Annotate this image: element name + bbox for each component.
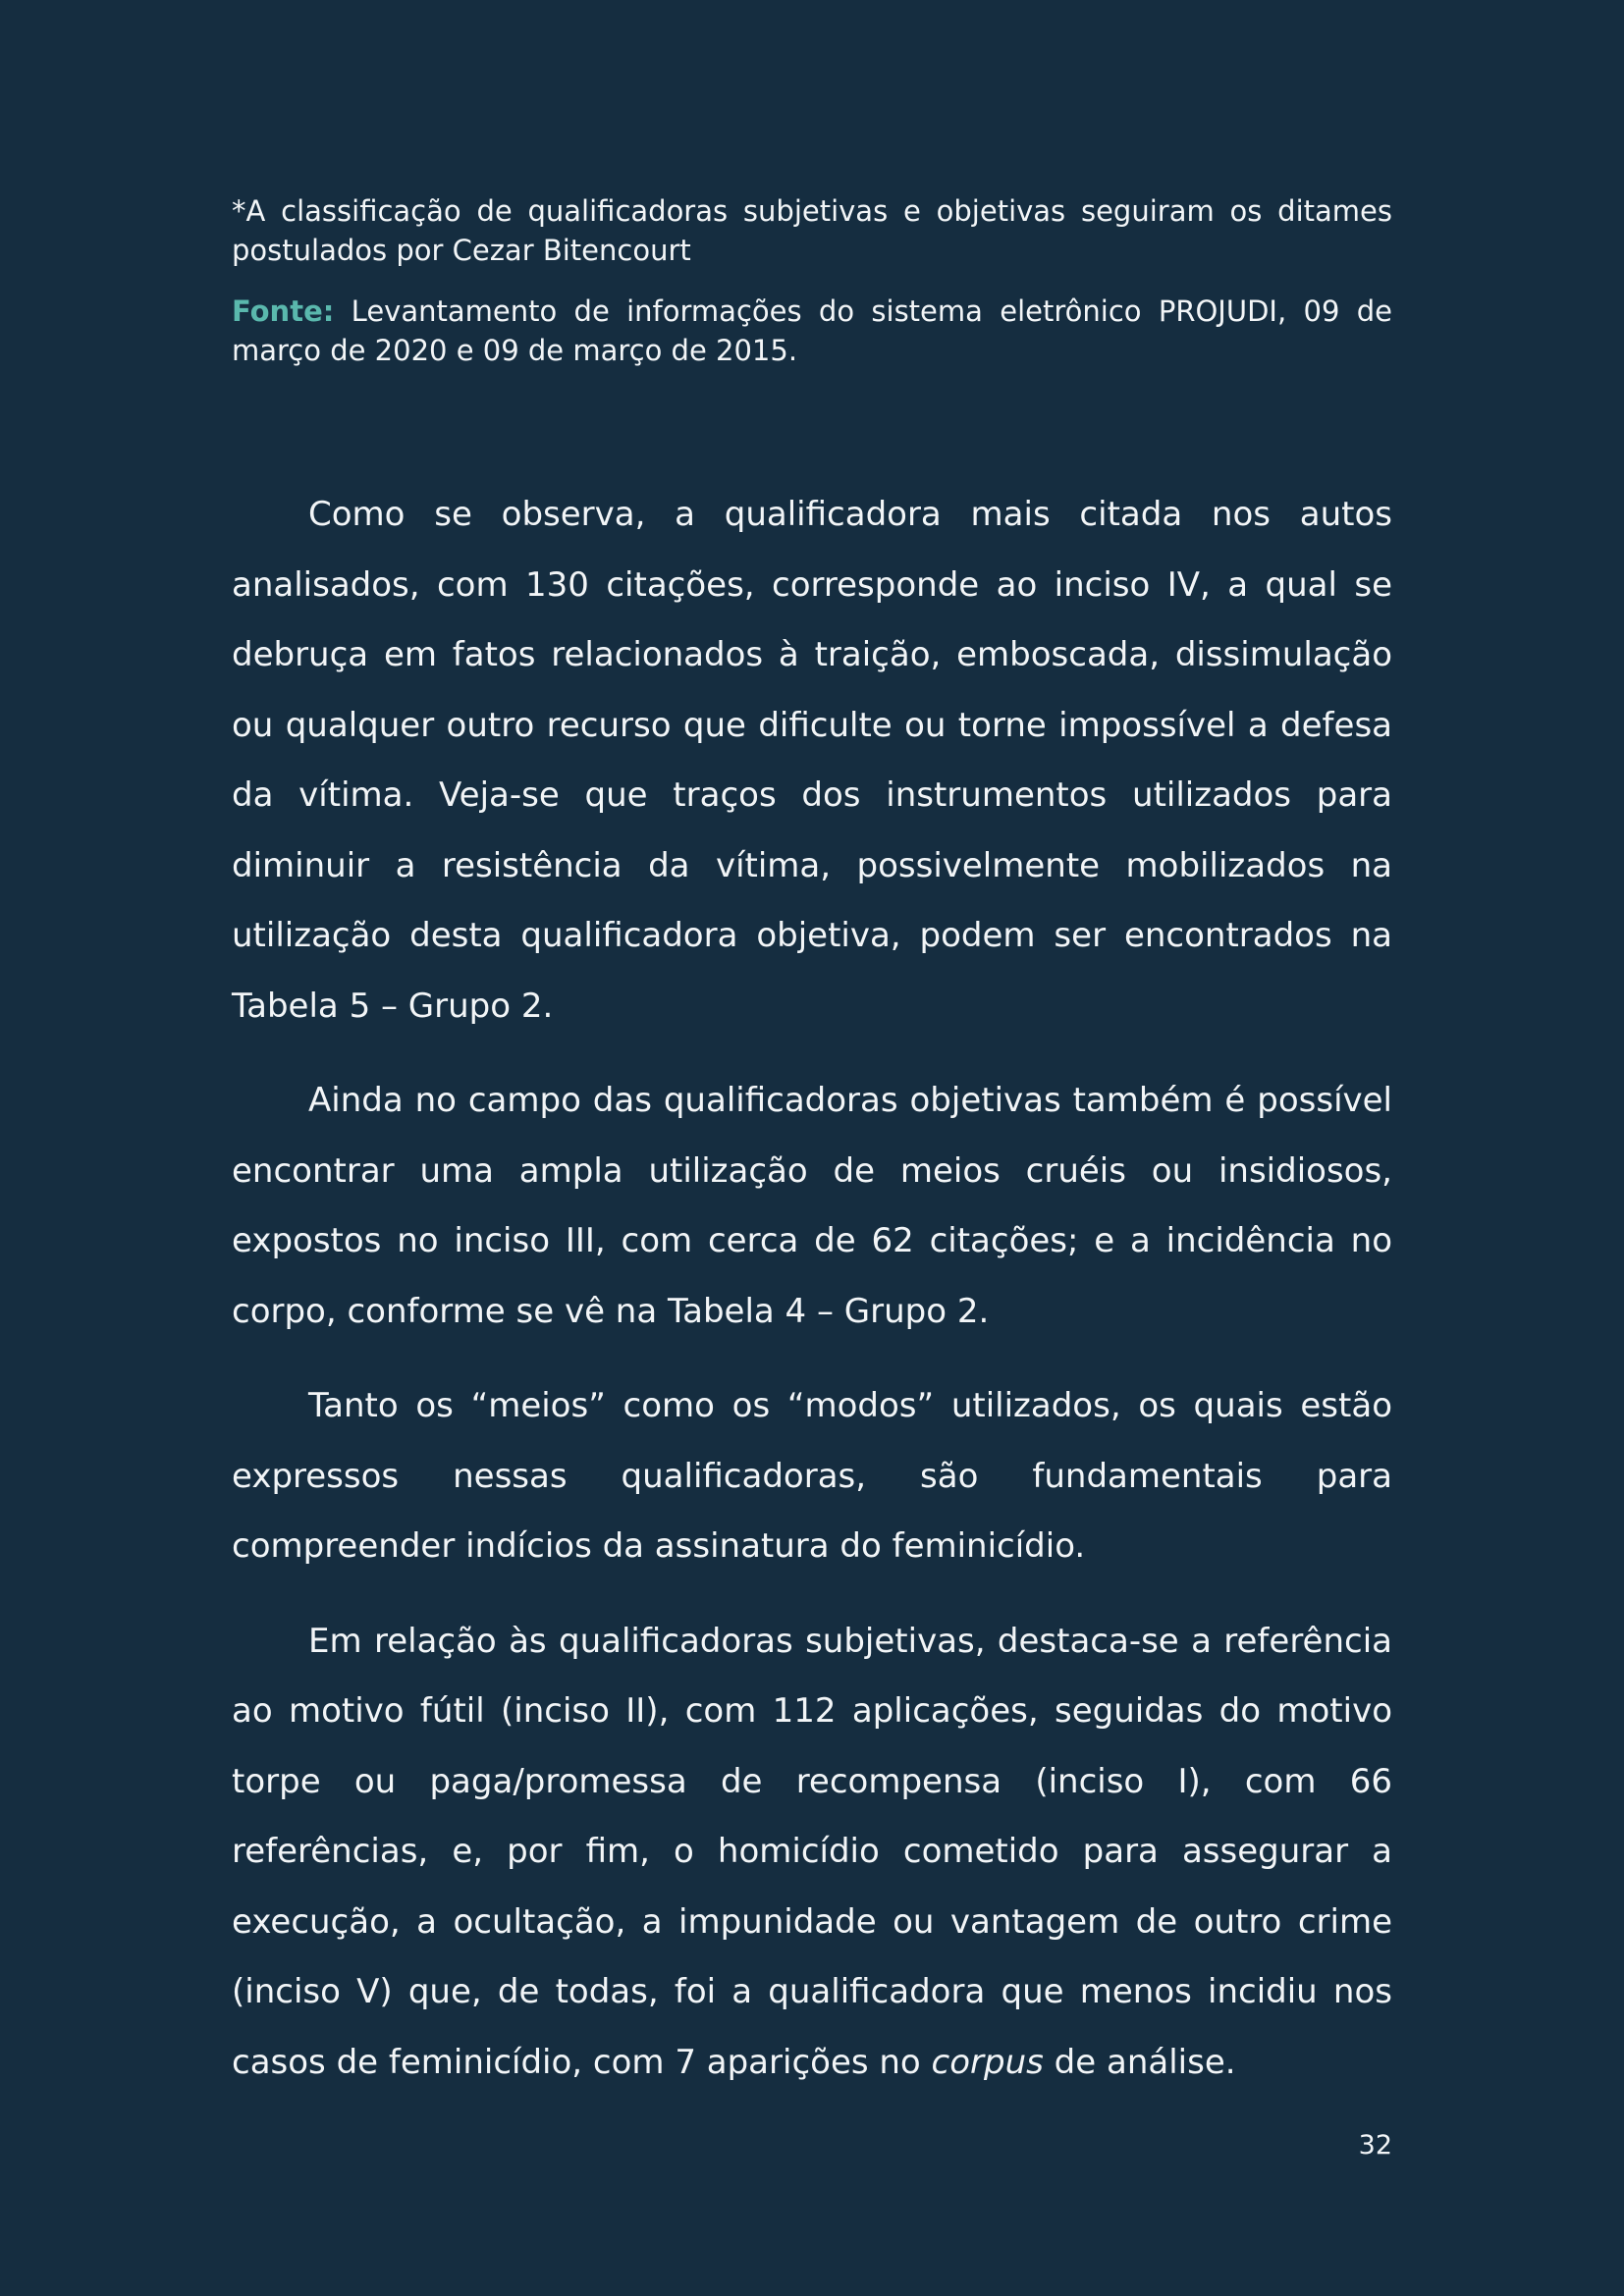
paragraph-4	[232, 1607, 1392, 2099]
paragraph-4-text-before: Em relação às qualificadoras subjetivas, destaca-se a referência ao motivo fútil (inciso II), com 112 aplicações, seguidas do motivo torpe ou paga/promessa de recompensa (inciso I), com 66 referências, e, por fim, o homicídio cometido para assegurar a execução, a ocultação, a impunidade ou vantagem de outro crime (inciso V) que, de todas, foi a qualificadora que menos incidiu nos casos de feminicídio, com 7 aparições no	[232, 1621, 1392, 2082]
paragraph-3: Tanto os “meios” como os “modos” utilizados, os quais estão expressos nessas qualificadoras, são fundamentais para compreender indícios da assinatura do feminicídio.	[232, 1386, 1392, 1566]
page-content	[232, 191, 1392, 2122]
source-text: Levantamento de informações do sistema eletrônico PROJUDI, 09 de março de 2020 e 09 de março de 2015.	[232, 294, 1392, 367]
source-note	[232, 292, 1392, 370]
paragraph-4-italic-word: corpus	[931, 2042, 1044, 2082]
paragraph-4-text-after: de análise.	[1043, 2042, 1236, 2082]
source-label: Fonte:	[232, 294, 335, 328]
page-number: 32	[1358, 2130, 1392, 2161]
body-text	[232, 480, 1392, 2098]
paragraph-2: Ainda no campo das qualificadoras objetivas também é possível encontrar uma ampla utilização de meios cruéis ou insidiosos, expostos no inciso III, com cerca de 62 citações; e a incidência no corpo, conforme se vê na Tabela 4 – Grupo 2.	[232, 1081, 1392, 1331]
table-footnote: *A classificação de qualificadoras subjetivas e objetivas seguiram os ditames postulados por Cezar Bitencourt	[232, 194, 1392, 267]
paragraph-1: Como se observa, a qualificadora mais citada nos autos analisados, com 130 citações, corresponde ao inciso IV, a qual se debruça em fatos relacionados à traição, emboscada, dissimulação ou qualquer outro recurso que dificulte ou torne impossível a defesa da vítima. Veja-se que traços dos instrumentos utilizados para diminuir a resistência da vítima, possivelmente mobilizados na utilização desta qualificadora objetiva, podem ser encontrados na Tabela 5 – Grupo 2.	[232, 495, 1392, 1026]
